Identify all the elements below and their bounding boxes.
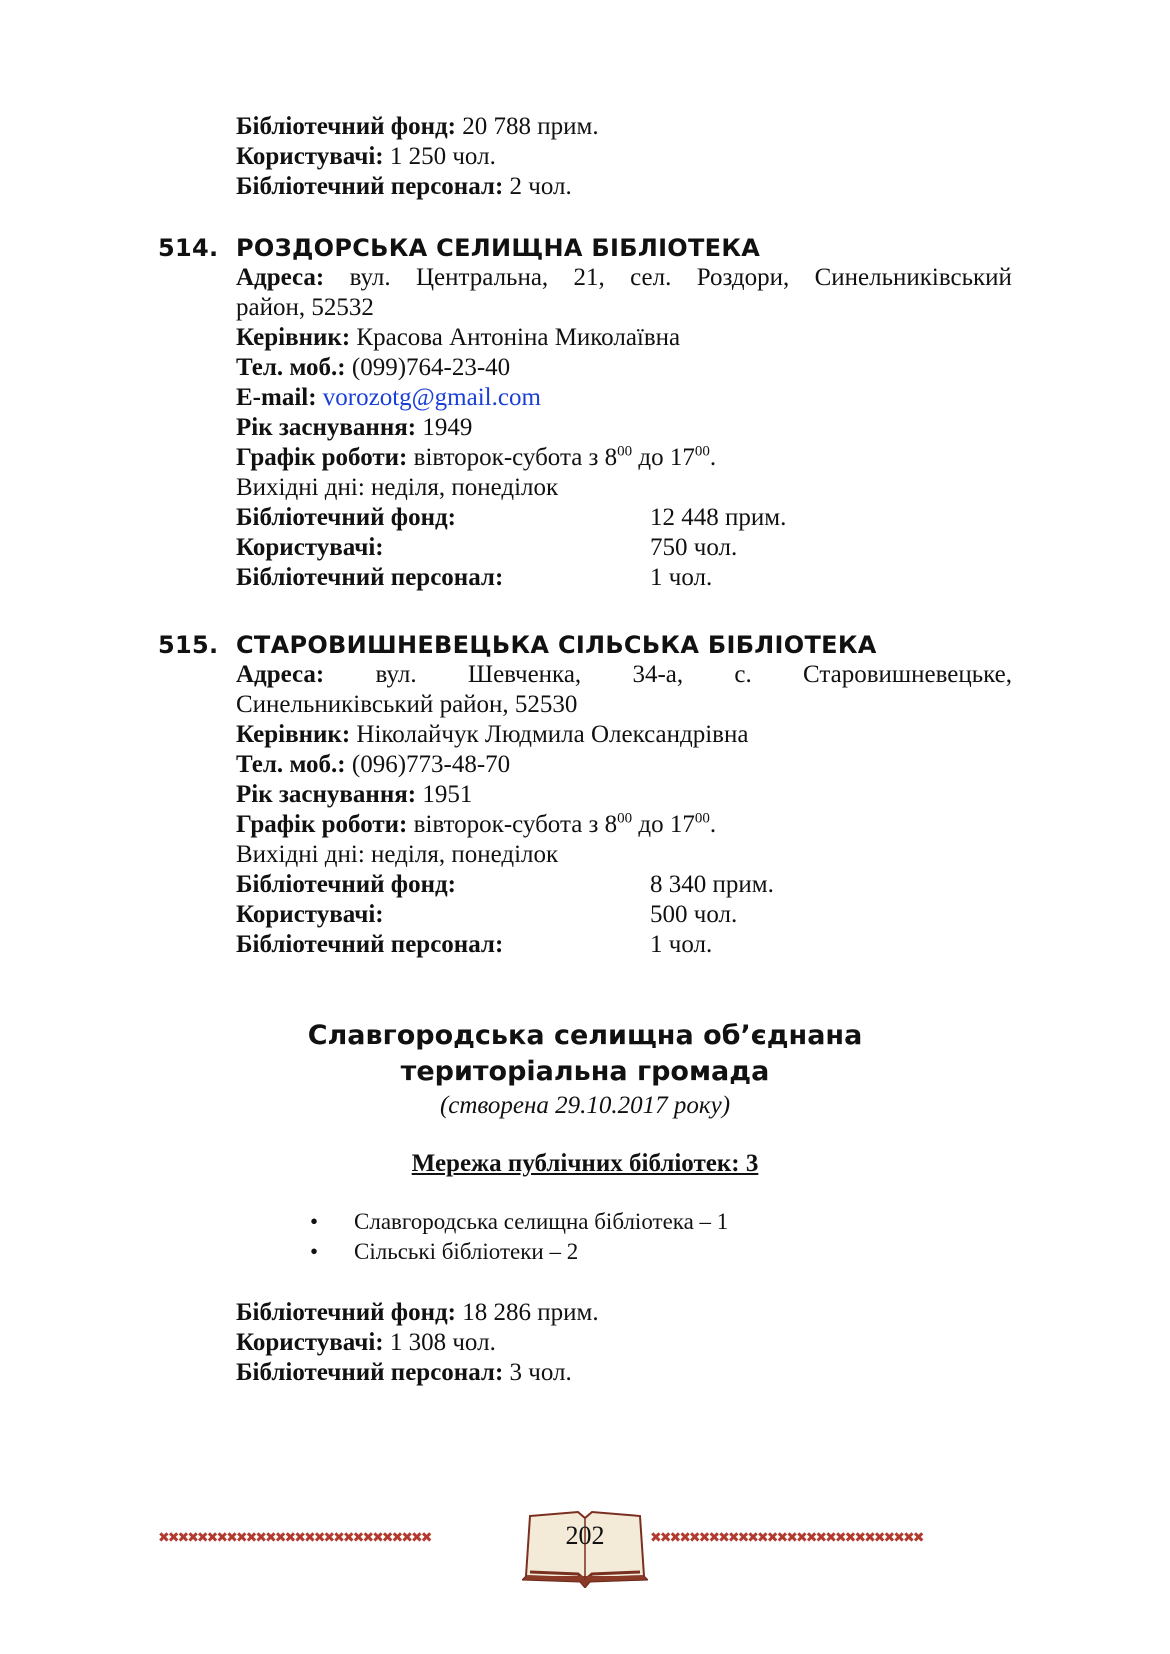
page-number: 202 (565, 1521, 605, 1550)
library-514-founded (236, 413, 472, 443)
address-word: Шевченка, (467, 661, 582, 688)
bullet-icon: • (310, 1239, 319, 1264)
community-fund-line (236, 1298, 599, 1328)
field-label: Графік роботи: (236, 811, 408, 838)
address-line-2: район, 52532 (236, 294, 374, 321)
address-line-1 (236, 263, 1012, 293)
address-line-2: Синельниківський район, 52530 (236, 691, 578, 718)
star-ornament-right: ✖✖✖✖✖✖✖✖✖✖✖✖✖✖✖✖✖✖✖✖✖✖✖✖✖✖✖✖ (650, 1530, 923, 1546)
field-label: Рік заснування: (236, 414, 417, 441)
field-value: (096)773-48-70 (345, 751, 511, 778)
field-label: Тел. моб.: (236, 354, 346, 381)
library-514-phone (236, 353, 510, 383)
address-word: сел. (630, 264, 672, 291)
library-515-days-off: Вихідні дні: неділя, понеділок (236, 841, 559, 868)
library-515-heading (158, 630, 877, 660)
field-value: 1949 (416, 414, 473, 441)
list-item-text: Сільські бібліотеки – 2 (354, 1239, 579, 1264)
field-label: Керівник: (236, 721, 351, 748)
field-label: Адреса: (236, 264, 325, 291)
schedule-text: вівторок-субота з 8 (407, 811, 618, 838)
library-515-address (236, 660, 1012, 720)
address-line-1 (236, 660, 1012, 690)
library-514-schedule (236, 443, 716, 473)
library-514-users (236, 533, 384, 563)
field-label: Бібліотечний фонд: (236, 504, 456, 531)
field-label: Бібліотечний фонд: (236, 1299, 456, 1326)
schedule-text: . (709, 811, 717, 838)
community-title-line-2: територіальна громада (400, 1056, 770, 1087)
list-item-text: Славгородська селищна бібліотека – 1 (354, 1209, 729, 1234)
schedule-sup: 00 (617, 443, 633, 460)
library-514-head (236, 323, 680, 353)
field-label: Адреса: (236, 661, 325, 688)
entry-title: СТАРОВИШНЕВЕЦЬКА СІЛЬСЬКА БІБЛІОТЕКА (236, 631, 877, 659)
top-fund-line (236, 112, 599, 142)
field-value: 20 788 прим. (455, 113, 599, 140)
address-word: Роздори, (696, 264, 790, 291)
library-514-fund (236, 503, 456, 533)
schedule-sup: 00 (694, 810, 710, 827)
library-515-users-value: 500 чол. (650, 901, 738, 928)
field-label: Користувачі: (236, 901, 384, 928)
library-514-staff (236, 563, 503, 593)
star-ornament-left: ✖✖✖✖✖✖✖✖✖✖✖✖✖✖✖✖✖✖✖✖✖✖✖✖✖✖✖✖ (158, 1530, 431, 1546)
address-word: вул. (375, 661, 417, 688)
library-514-address (236, 263, 1012, 323)
email-link[interactable]: vorozotg@gmail.com (322, 384, 541, 411)
library-515-founded (236, 780, 472, 810)
field-label: Користувачі: (236, 143, 384, 170)
library-514-users-value: 750 чол. (650, 534, 738, 561)
top-users-line (236, 142, 496, 172)
field-value: 1 308 чол. (383, 1329, 496, 1356)
field-label: Бібліотечний фонд: (236, 871, 456, 898)
field-value: 2 чол. (503, 173, 572, 200)
field-label: Бібліотечний фонд: (236, 113, 456, 140)
field-value: (099)764-23-40 (345, 354, 511, 381)
bullet-icon: • (310, 1209, 319, 1234)
schedule-text: до 17 (632, 444, 695, 471)
schedule-text: до 17 (632, 811, 695, 838)
field-label: Графік роботи: (236, 444, 408, 471)
community-created-date: (створена 29.10.2017 року) (439, 1092, 731, 1119)
community-staff-line (236, 1358, 572, 1388)
field-label: Бібліотечний персонал: (236, 173, 504, 200)
library-514-staff-value: 1 чол. (650, 564, 713, 591)
address-word: Старовишневецьке, (803, 661, 1012, 688)
library-network-heading: Мережа публічних бібліотек: 3 (411, 1150, 759, 1177)
address-word: 21, (573, 264, 605, 291)
library-515-fund-value: 8 340 прим. (650, 871, 774, 898)
schedule-sup: 00 (617, 810, 633, 827)
field-value: 1 250 чол. (383, 143, 496, 170)
library-514-heading (158, 233, 760, 263)
library-515-phone (236, 750, 510, 780)
community-users-line (236, 1328, 496, 1358)
address-word: 34-а, (632, 661, 684, 688)
field-value: Красова Антоніна Миколаївна (350, 324, 681, 351)
field-label: Бібліотечний персонал: (236, 564, 504, 591)
library-515-users (236, 900, 384, 930)
schedule-text: вівторок-субота з 8 (407, 444, 618, 471)
address-word: Синельниківський (814, 264, 1012, 291)
community-title-line-1: Славгородська селищна об’єднана (307, 1020, 863, 1051)
library-515-staff-value: 1 чол. (650, 931, 713, 958)
entry-number: 515. (158, 631, 219, 659)
field-value: Ніколайчук Людмила Олександрівна (350, 721, 749, 748)
address-word: с. (734, 661, 752, 688)
field-value: 18 286 прим. (455, 1299, 599, 1326)
library-515-head (236, 720, 748, 750)
field-value: 1951 (416, 781, 473, 808)
address-word: Центральна, (416, 264, 549, 291)
library-515-staff (236, 930, 503, 960)
field-label: Керівник: (236, 324, 351, 351)
field-label: E-mail: (236, 384, 317, 411)
library-514-email (236, 383, 541, 413)
field-label: Бібліотечний персонал: (236, 931, 504, 958)
library-515-fund (236, 870, 456, 900)
library-514-fund-value: 12 448 прим. (650, 504, 787, 531)
top-staff-line (236, 172, 572, 202)
address-word: вул. (349, 264, 391, 291)
schedule-text: . (709, 444, 717, 471)
schedule-sup: 00 (694, 443, 710, 460)
entry-number: 514. (158, 234, 219, 262)
field-label: Бібліотечний персонал: (236, 1359, 504, 1386)
entry-title: РОЗДОРСЬКА СЕЛИЩНА БІБЛІОТЕКА (236, 234, 761, 262)
library-515-schedule (236, 810, 716, 840)
field-label: Тел. моб.: (236, 751, 346, 778)
field-label: Користувачі: (236, 534, 384, 561)
field-value: 3 чол. (503, 1359, 572, 1386)
library-514-days-off: Вихідні дні: неділя, понеділок (236, 474, 559, 501)
field-label: Рік заснування: (236, 781, 417, 808)
field-label: Користувачі: (236, 1329, 384, 1356)
